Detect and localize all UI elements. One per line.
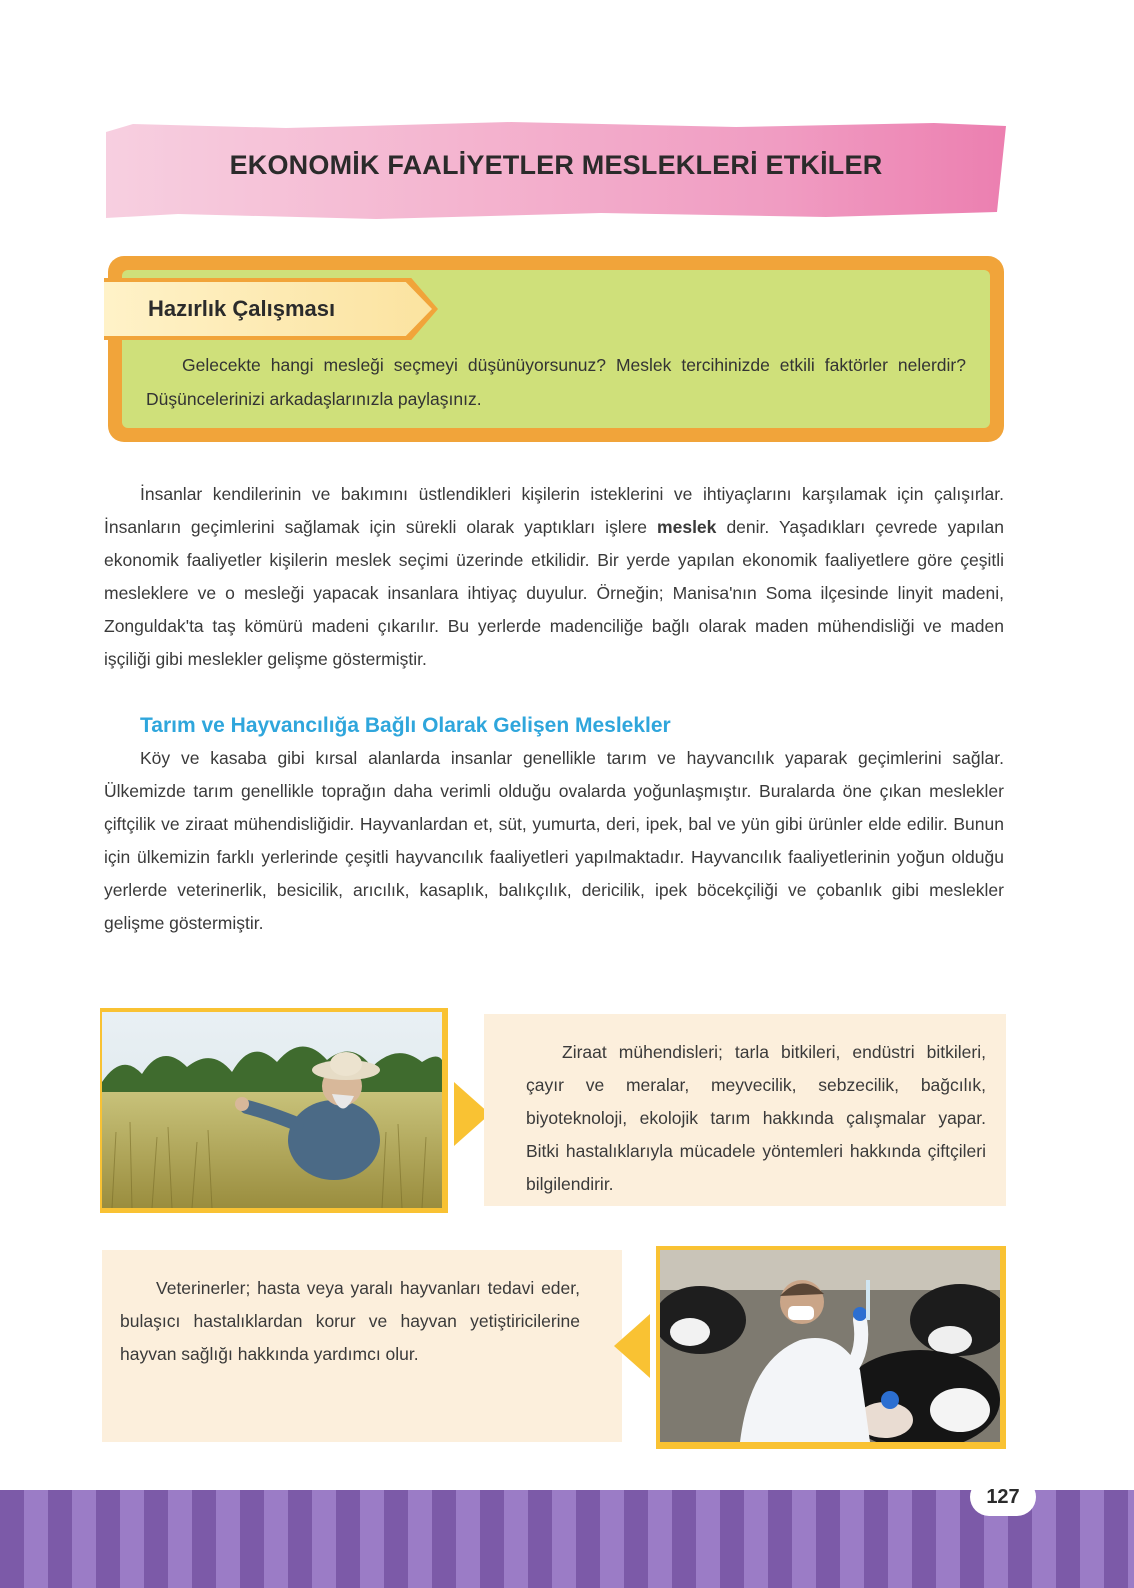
term-meslek: meslek	[657, 517, 717, 537]
page-number: 127	[986, 1486, 1020, 1508]
intro-text-end: denir. Yaşadıkları çevrede yapılan ekonomik faaliyetler kişilerin meslek seçimi üzerinde etkilidir. Bir yerde yapılan ekonomik faaliyetlere göre çeşitli mesleklere ve o mesleği yapacak insanlara ihtiyaç duyulur. Örneğin; Manisa'nın Soma ilçesinde linyit madeni, Zonguldak'ta taş kömürü madeni çıkarılır. Bu yerlerde madenciliğe bağlı olarak maden mühendisliği ve maden işçiliği gibi meslekler gelişme göstermiştir.	[104, 517, 1005, 669]
preparation-heading: Hazırlık Çalışması	[148, 296, 336, 321]
agriculture-engineer-text: Ziraat mühendisleri; tarla bitkileri, endüstri bitkileri, çayır ve meralar, meyvecilik, sebzecilik, bağcılık, biyoteknoloji, ekolojik tarım hakkında çalışmalar yapar. Bitki hastalıklarıyla mücadele yöntemleri hakkında çiftçileri bilgilendirir.	[526, 1042, 986, 1194]
veterinarian-text: Veterinerler; hasta veya yaralı hayvanları tedavi eder, bulaşıcı hastalıklardan korur ve hayvan yetiştiricilerine hayvan sağlığı hakkında yardımcı olur.	[120, 1278, 580, 1364]
arrow-left-icon	[614, 1314, 650, 1378]
intro-paragraph	[104, 478, 1004, 676]
farmer-illustration	[102, 1012, 442, 1208]
farmer-photo	[102, 1012, 442, 1208]
preparation-question: Gelecekte hangi mesleği seçmeyi düşünüyorsunuz? Meslek tercihinizde etkili faktörler nelerdir? Düşüncelerinizi arkadaşlarınızla paylaşınız.	[146, 355, 966, 409]
intro-text-start: İnsanlar kendilerinin ve bakımını üstlendikleri kişilerin isteklerini ve ihtiyaçlarını karşılamak için çalışırlar. İnsanların geçimlerini sağlamak için sürekli olarak yaptıkları işlere	[104, 484, 1004, 537]
footer-stripes	[0, 1490, 1134, 1588]
section-paragraph: Köy ve kasaba gibi kırsal alanlarda insanlar genellikle tarım ve hayvancılık yaparak geçimlerini sağlar. Ülkemizde tarım genellikle toprağın daha verimli olduğu ovalarda yoğunlaşmıştır. Buralarda öne çıkan meslekler çiftçilik ve ziraat mühendisliğidir. Hayvanlardan et, süt, yumurta, deri, ipek, bal ve yün gibi ürünler elde edilir. Bunun için ülkemizin farklı yerlerinde çeşitli hayvancılık faaliyetleri yapılmaktadır. Hayvancılık faaliyetlerinin yoğun olduğu yerlerde veterinerlik, besicilik, arıcılık, kasaplık, balıkçılık, dericilik, ipek böcekçiliği ve çobanlık gibi meslekler gelişme göstermiştir.	[104, 748, 1004, 933]
page-title: EKONOMİK FAALİYETLER MESLEKLERİ ETKİLER	[229, 150, 883, 180]
section-heading: Tarım ve Hayvancılığa Bağlı Olarak Gelişen Meslekler	[140, 714, 671, 737]
veterinarian-illustration	[660, 1250, 1000, 1442]
preparation-text	[146, 348, 966, 416]
veterinarian-photo	[660, 1250, 1000, 1442]
